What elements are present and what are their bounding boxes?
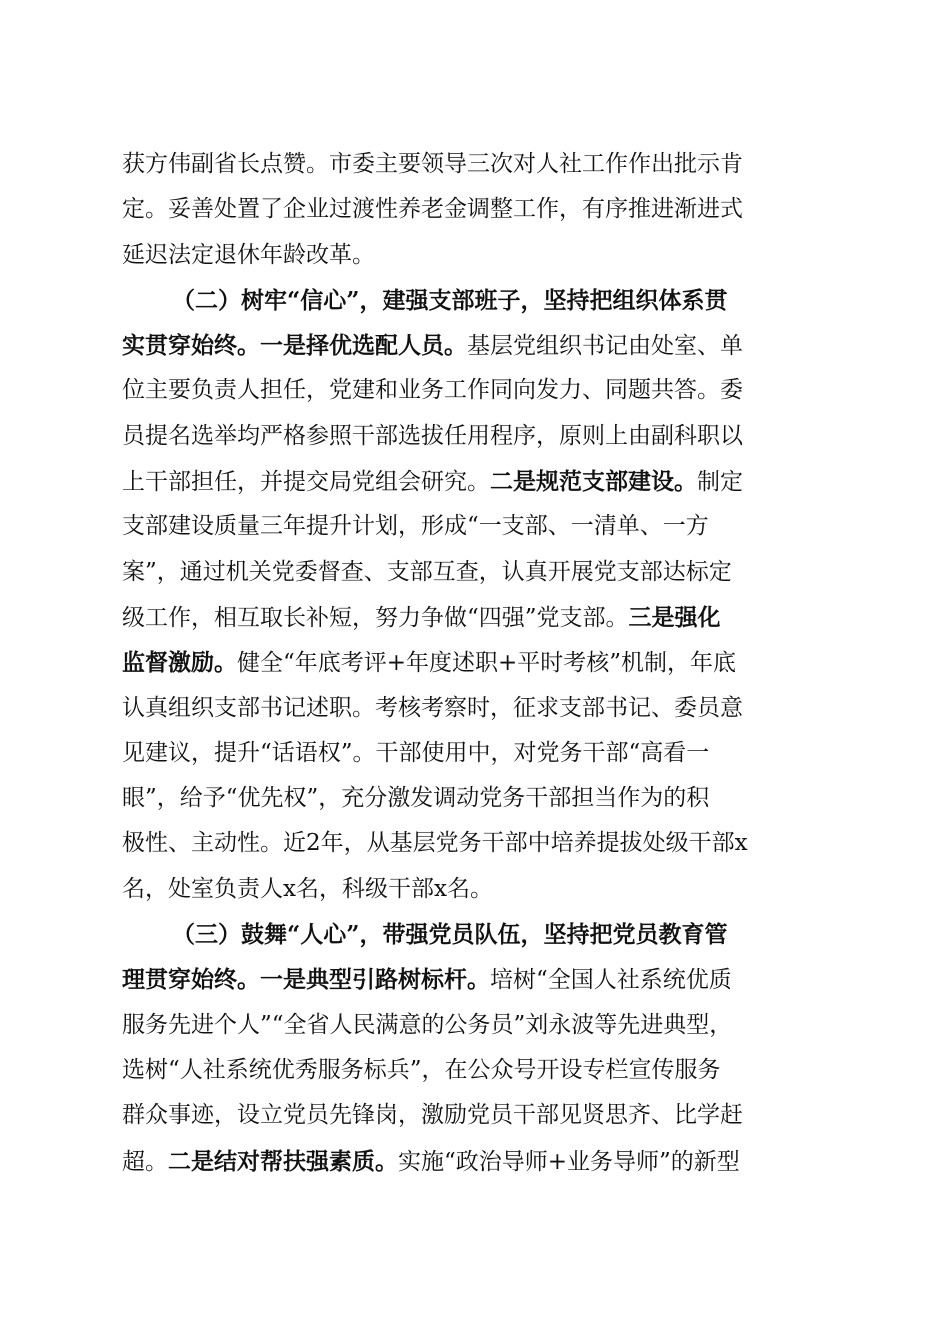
text-run: 超。 [122, 1148, 168, 1175]
text-line [122, 957, 842, 1002]
bold-text-run: 理贯穿始终。一是典型引路树标杆。 [122, 966, 490, 994]
text-run: 定。妥善处置了企业过渡性养老金调整工作，有序推进渐进式 [122, 196, 743, 223]
text-run: 认真组织支部书记述职。考核考察时，征求支部书记、委员意 [122, 694, 743, 721]
text-run: 上干部担任，并提交局党组会研究。 [122, 469, 490, 496]
text-run: 健全“年底考评+年度述职+平时考核”机制，年底 [237, 650, 737, 677]
text-line [122, 233, 842, 278]
bold-text-run: 二是结对帮扶强素质。 [168, 1147, 398, 1175]
text-line [122, 368, 842, 413]
text-line [122, 459, 842, 504]
bold-text-run: 监督激励。 [122, 649, 237, 677]
bold-text-run: （三）鼓舞“人心”，带强党员队伍，坚持把党员教育管 [172, 921, 728, 949]
text-run: 选树“人社系统优秀服务标兵”，在公众号开设专栏宣传服务 [122, 1056, 721, 1083]
text-run: 基层党组织书记由处室、单 [467, 333, 743, 360]
text-line [122, 640, 842, 685]
bold-text-run: 实贯穿始终。一是择优选配人员。 [122, 332, 467, 360]
text-run: 级工作，相互取长补短，努力争做“四强”党支部。 [122, 604, 629, 631]
text-run: 培树“全国人社系统优质 [490, 967, 732, 994]
text-line [122, 1048, 842, 1093]
text-line [122, 187, 842, 232]
text-line [122, 1003, 842, 1048]
text-line [122, 595, 842, 640]
text-run: 见建议，提升“话语权”。干部使用中，对党务干部“高看一 [122, 739, 710, 766]
text-line [122, 776, 842, 821]
bold-text-run: 二是规范支部建设。 [490, 468, 697, 496]
text-line [122, 821, 842, 866]
text-line [122, 278, 842, 323]
text-run: 制定 [697, 469, 743, 496]
document-body [122, 142, 842, 1184]
text-line [122, 1093, 842, 1138]
text-run: 服务先进个人”“全省人民满意的公务员”刘永波等先进典型， [122, 1011, 733, 1038]
text-line [122, 323, 842, 368]
text-run: 实施“政治导师+业务导师”的新型 [398, 1148, 740, 1175]
text-line [122, 550, 842, 595]
bold-text-run: 三是强化 [628, 603, 721, 631]
text-line [122, 504, 842, 549]
text-line [122, 912, 842, 957]
text-line [122, 731, 842, 776]
text-run: 员提名选举均严格参照干部选拔任用程序，原则上由副科职以 [122, 422, 743, 449]
bold-text-run: （二）树牢“信心”，建强支部班子，坚持把组织体系贯 [172, 286, 728, 314]
text-run: 获方伟副省长点赞。市委主要领导三次对人社工作作出批示肯 [122, 151, 743, 177]
text-run: 眼”，给予“优先权”，充分激发调动党务干部担当作为的积 [122, 785, 710, 812]
text-line [122, 867, 842, 912]
text-run: 位主要负责人担任，党建和业务工作同向发力、同题共答。委 [122, 377, 743, 404]
text-line [122, 1139, 842, 1184]
text-line [122, 142, 842, 187]
text-run: 案”，通过机关党委督查、支部互查，认真开展党支部达标定 [122, 558, 732, 585]
text-line [122, 414, 842, 459]
text-run: 群众事迹，设立党员先锋岗，激励党员干部见贤思齐、比学赶 [122, 1102, 743, 1129]
text-line [122, 686, 842, 731]
text-run: 支部建设质量三年提升计划，形成“一支部、一清单、一方 [122, 513, 709, 540]
text-run: 名，处室负责人x名，科级干部x名。 [122, 875, 493, 902]
text-run: 延迟法定退休年龄改革。 [122, 241, 375, 268]
text-run: 极性、主动性。近2年，从基层党务干部中培养提拔处级干部x [122, 830, 748, 857]
